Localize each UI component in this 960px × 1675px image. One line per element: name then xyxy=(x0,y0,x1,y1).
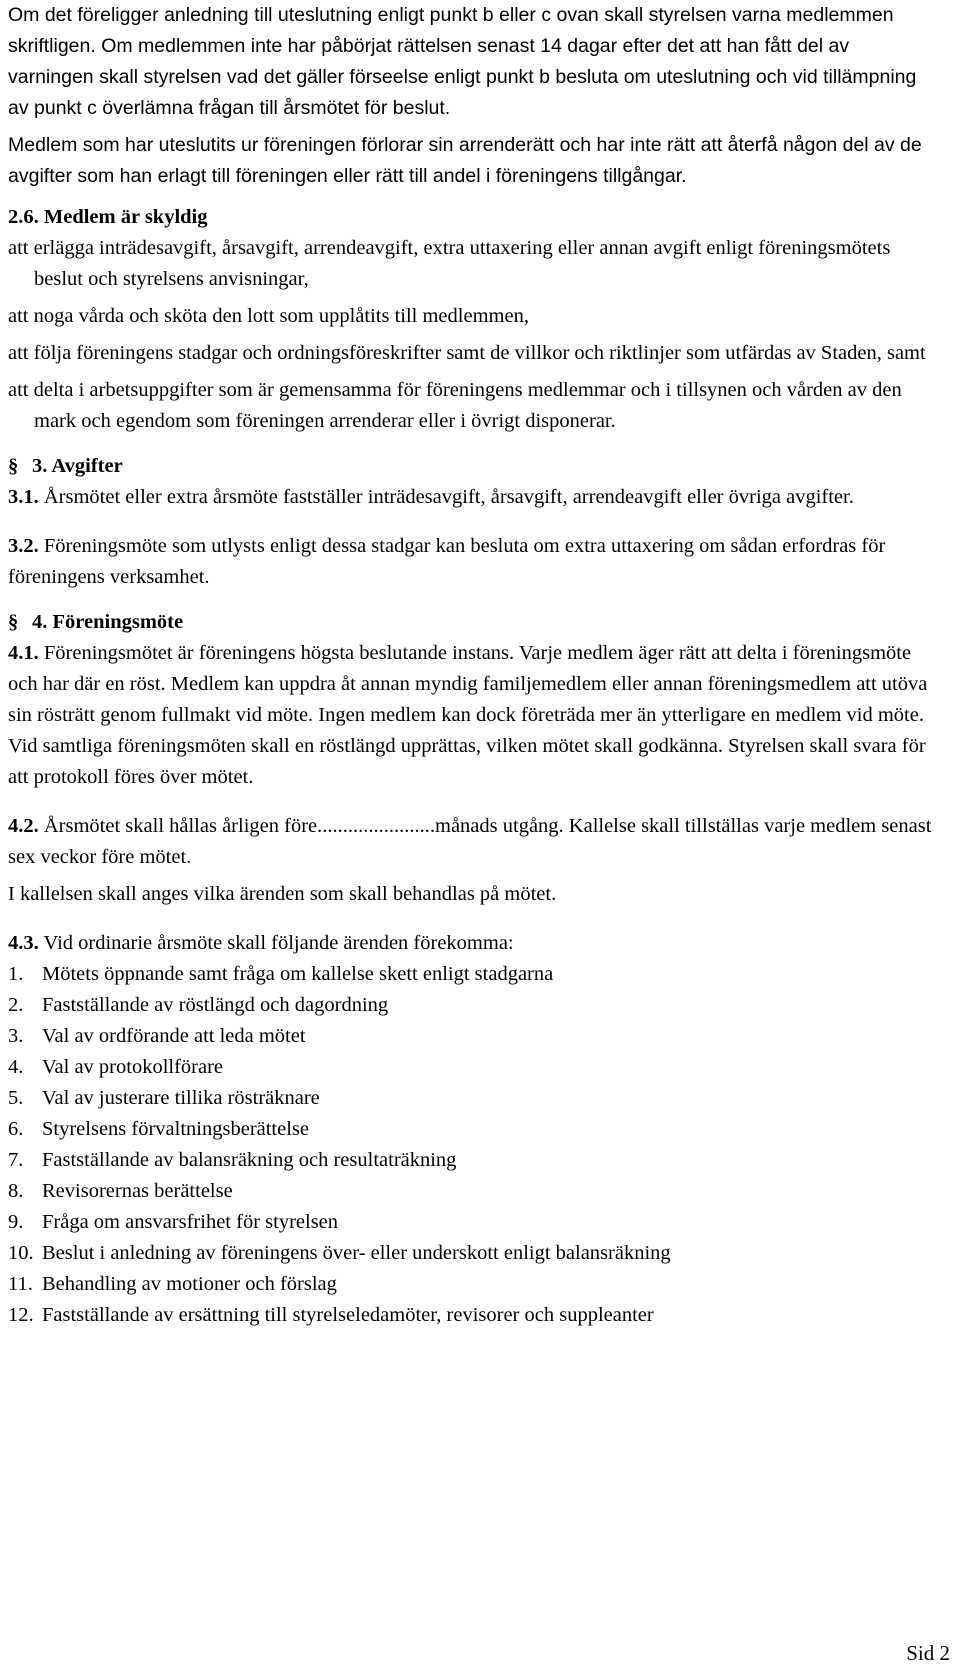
paragraph-3-2-text: Föreningsmöte som utlysts enligt dessa stadgar kan besluta om extra uttaxering om sådan erfordras för föreningens verksamhet. xyxy=(8,535,886,588)
paragraph-3-1 xyxy=(8,482,938,513)
agenda-item xyxy=(8,1176,938,1207)
paragraph-4-2-text: Årsmötet skall hållas årligen före.......................månads utgång. Kallelse skall tillställas varje medlem senast sex veckor före mötet. xyxy=(8,815,932,868)
agenda-item xyxy=(8,1052,938,1083)
agenda-item-number: 9. xyxy=(8,1211,24,1233)
paragraph-3-1-text: Årsmötet eller extra årsmöte fastställer inträdesavgift, årsavgift, arrendeavgift eller övriga avgifter. xyxy=(43,486,854,508)
intro-paragraph-warning: Om det föreligger anledning till uteslutning enligt punkt b eller c ovan skall styrelsen varna medlemmen skriftligen. Om medlemmen inte har påbörjat rättelsen senast 14 dagar efter det att han fått del av varningen skall styrelsen vad det gäller förseelse enligt punkt b besluta om uteslutning och vid tillämpning av punkt c överlämna frågan till årsmötet för beslut. xyxy=(8,4,917,119)
agenda-item xyxy=(8,1021,938,1052)
paragraph-4-2-notice: I kallelsen skall anges vilka ärenden som skall behandlas på mötet. xyxy=(8,883,557,905)
section-3-heading xyxy=(8,451,938,482)
page-number: Sid 2 xyxy=(906,1641,950,1665)
agenda-item-number: 4. xyxy=(8,1056,24,1078)
agenda-item-number: 5. xyxy=(8,1087,24,1109)
agenda-item-text: Fastställande av ersättning till styrelseledamöter, revisorer och suppleanter xyxy=(42,1304,654,1326)
agenda-item xyxy=(8,1238,938,1269)
agenda-item-number: 10. xyxy=(8,1242,34,1264)
agenda-item-text: Val av protokollförare xyxy=(42,1056,224,1078)
paragraph-3-2-number: 3.2. xyxy=(8,535,39,557)
paragraph-3-2 xyxy=(8,531,938,593)
section-4-title: 4. Föreningsmöte xyxy=(32,611,184,633)
paragraph-4-2-number: 4.2. xyxy=(8,815,39,837)
paragraph-4-1-text: Föreningsmötet är föreningens högsta beslutande instans. Varje medlem äger rätt att delta i föreningsmöte och har där en röst. Medlem kan uppdra åt annan myndig familjemedlem eller annan föreningsmedlem att utöva sin rösträtt genom fullmakt vid möte. Ingen medlem kan dock företräda mer än ytterligare en medlem vid möte. Vid samtliga föreningsmöten skall en röstlängd upprättas, vilken mötet skall godkänna. Styrelsen skall svara för att protokoll föres över mötet. xyxy=(8,642,928,788)
agenda-item-text: Fastställande av röstlängd och dagordning xyxy=(42,994,389,1016)
agenda-item-text: Fråga om ansvarsfrihet för styrelsen xyxy=(42,1211,339,1233)
agenda-item-text: Beslut i anledning av föreningens över- eller underskott enligt balansräkning xyxy=(42,1242,671,1264)
agenda-item-number: 1. xyxy=(8,963,24,985)
agenda-item xyxy=(8,1114,938,1145)
agenda-item xyxy=(8,1207,938,1238)
agenda-item xyxy=(8,1083,938,1114)
agenda-item-number: 6. xyxy=(8,1118,24,1140)
agenda-item-text: Val av justerare tillika rösträknare xyxy=(42,1087,320,1109)
paragraph-3-1-number: 3.1. xyxy=(8,486,39,508)
agenda-item-number: 3. xyxy=(8,1025,24,1047)
paragraph-4-3-number: 4.3. xyxy=(8,932,39,954)
agenda-item-number: 8. xyxy=(8,1180,24,1202)
agenda-item xyxy=(8,1269,938,1300)
agenda-item-text: Fastställande av balansräkning och resultaträkning xyxy=(42,1149,457,1171)
section-2-6-heading xyxy=(8,202,938,233)
paragraph-4-1-number: 4.1. xyxy=(8,642,39,664)
intro-paragraph-expelled: Medlem som har uteslutits ur föreningen förlorar sin arrenderätt och har inte rätt att återfå någon del av de avgifter som han erlagt till föreningen eller rätt till andel i föreningens tillgångar. xyxy=(8,134,922,187)
agenda-item-text: Styrelsens förvaltningsberättelse xyxy=(42,1118,310,1140)
paragraph-4-2 xyxy=(8,811,938,873)
section-sign-icon: § xyxy=(8,611,19,633)
agenda-item-text: Mötets öppnande samt fråga om kallelse skett enligt stadgarna xyxy=(42,963,554,985)
agenda-item xyxy=(8,1145,938,1176)
agenda-item xyxy=(8,1300,938,1331)
duty-item: att följa föreningens stadgar och ordningsföreskrifter samt de villkor och riktlinjer som utfärdas av Staden, samt xyxy=(8,342,926,364)
section-sign-icon: § xyxy=(8,455,19,477)
agenda-item xyxy=(8,990,938,1021)
duty-item: att erlägga inträdesavgift, årsavgift, arrendeavgift, extra uttaxering eller annan avgift enligt föreningsmötets beslut och styrelsens anvisningar, xyxy=(8,237,891,290)
section-2-6-number: 2.6. xyxy=(8,206,39,228)
agenda-item-text: Val av ordförande att leda mötet xyxy=(42,1025,306,1047)
section-3-title: 3. Avgifter xyxy=(32,455,123,477)
agenda-item-text: Revisorernas berättelse xyxy=(42,1180,233,1202)
agenda-item-text: Behandling av motioner och förslag xyxy=(42,1273,337,1295)
agenda-list xyxy=(8,959,938,1331)
agenda-item-number: 11. xyxy=(8,1273,33,1295)
paragraph-4-3-text: Vid ordinarie årsmöte skall följande ärenden förekomma: xyxy=(43,932,514,954)
section-2-6-title: Medlem är skyldig xyxy=(43,206,208,228)
duty-item: att delta i arbetsuppgifter som är gemensamma för föreningens medlemmar och i tillsynen och vården av den mark och egendom som föreningen arrenderar eller i övrigt disponerar. xyxy=(8,379,902,432)
agenda-item-number: 7. xyxy=(8,1149,24,1171)
document-page xyxy=(8,0,938,1331)
agenda-item xyxy=(8,959,938,990)
paragraph-4-1 xyxy=(8,638,938,793)
agenda-item-number: 12. xyxy=(8,1304,34,1326)
agenda-item-number: 2. xyxy=(8,994,24,1016)
paragraph-4-3 xyxy=(8,928,938,959)
section-4-heading xyxy=(8,607,938,638)
duty-item: att noga vårda och sköta den lott som upplåtits till medlemmen, xyxy=(8,305,529,327)
